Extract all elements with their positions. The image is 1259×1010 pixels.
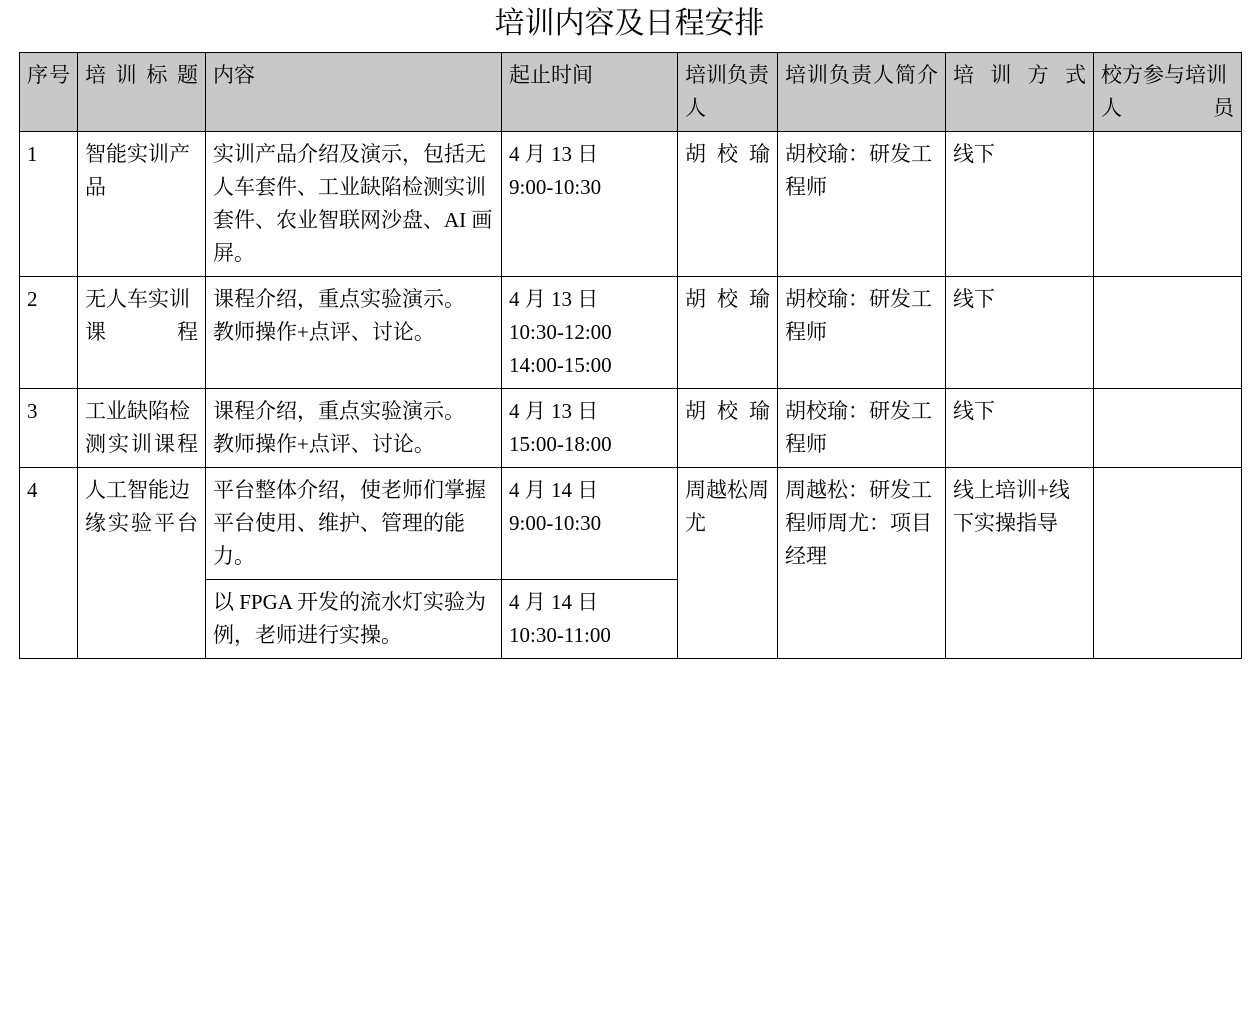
cell-owner: 胡校瑜 — [678, 132, 778, 277]
cell-title: 工业缺陷检测实训课程 — [78, 389, 206, 468]
table-row — [20, 468, 1242, 580]
column-header-owner: 培训负责人 — [678, 53, 778, 132]
column-header-content: 内容 — [206, 53, 502, 132]
cell-time-line2: 9:00-10:30 — [509, 511, 602, 535]
cell-no: 4 — [20, 468, 78, 659]
cell-mode: 线上培训+线下实操指导 — [946, 468, 1094, 659]
cell-bio: 胡校瑜：研发工程师 — [778, 132, 946, 277]
cell-owner: 胡校瑜 — [678, 277, 778, 389]
cell-time-line2: 10:30-12:00 — [509, 320, 612, 344]
cell-content — [206, 277, 502, 389]
cell-time-line1: 4 月 13 日 — [509, 287, 599, 311]
cell-time-line1: 4 月 14 日 — [509, 478, 599, 502]
cell-no: 3 — [20, 389, 78, 468]
table-row — [20, 132, 1242, 277]
cell-bio: 周越松：研发工程师周尤：项目经理 — [778, 468, 946, 659]
cell-content: 实训产品介绍及演示，包括无人车套件、工业缺陷检测实训套件、农业智联网沙盘、AI 画屏。 — [206, 132, 502, 277]
cell-mode: 线下 — [946, 389, 1094, 468]
cell-content — [206, 389, 502, 468]
cell-mode: 线下 — [946, 132, 1094, 277]
cell-time — [502, 277, 678, 389]
cell-content: 以 FPGA 开发的流水灯实验为例，老师进行实操。 — [206, 580, 502, 659]
cell-title: 智能实训产品 — [78, 132, 206, 277]
cell-bio: 胡校瑜：研发工程师 — [778, 389, 946, 468]
cell-time-line1: 4 月 13 日 — [509, 399, 599, 423]
table-row — [20, 277, 1242, 389]
cell-time-line1: 4 月 13 日 — [509, 142, 599, 166]
cell-bio: 胡校瑜：研发工程师 — [778, 277, 946, 389]
cell-attendees — [1094, 277, 1242, 389]
cell-content-line2: 教师操作+点评、讨论。 — [213, 320, 435, 344]
cell-title: 人工智能边缘实验平台 — [78, 468, 206, 659]
training-schedule-table — [19, 52, 1242, 659]
column-header-title: 培训标题 — [78, 53, 206, 132]
cell-no: 1 — [20, 132, 78, 277]
cell-attendees — [1094, 389, 1242, 468]
cell-time-line2: 15:00-18:00 — [509, 432, 612, 456]
document-page — [0, 2, 1259, 1010]
cell-time — [502, 389, 678, 468]
cell-owner: 胡校瑜 — [678, 389, 778, 468]
cell-content-line1: 课程介绍，重点实验演示。 — [213, 287, 465, 311]
cell-title: 无人车实训课程 — [78, 277, 206, 389]
cell-time-line3: 14:00-15:00 — [509, 353, 612, 377]
cell-time — [502, 132, 678, 277]
column-header-bio: 培训负责人简介 — [778, 53, 946, 132]
cell-content: 平台整体介绍，使老师们掌握平台使用、维护、管理的能力。 — [206, 468, 502, 580]
cell-content-line2: 教师操作+点评、讨论。 — [213, 432, 435, 456]
cell-content-line1: 课程介绍，重点实验演示。 — [213, 399, 465, 423]
cell-mode: 线下 — [946, 277, 1094, 389]
page-title: 培训内容及日程安排 — [494, 7, 765, 40]
cell-time — [502, 468, 678, 580]
cell-time-line1: 4 月 14 日 — [509, 590, 599, 614]
cell-time — [502, 580, 678, 659]
cell-attendees — [1094, 468, 1242, 659]
column-header-attendees: 校方参与培训人员 — [1094, 53, 1242, 132]
column-header-time: 起止时间 — [502, 53, 678, 132]
table-row — [20, 389, 1242, 468]
cell-no: 2 — [20, 277, 78, 389]
table-header-row — [20, 53, 1242, 132]
cell-owner: 周越松周尤 — [678, 468, 778, 659]
cell-attendees — [1094, 132, 1242, 277]
cell-time-line2: 10:30-11:00 — [509, 623, 611, 647]
cell-time-line2: 9:00-10:30 — [509, 175, 602, 199]
column-header-no: 序号 — [20, 53, 78, 132]
column-header-mode: 培训方式 — [946, 53, 1094, 132]
